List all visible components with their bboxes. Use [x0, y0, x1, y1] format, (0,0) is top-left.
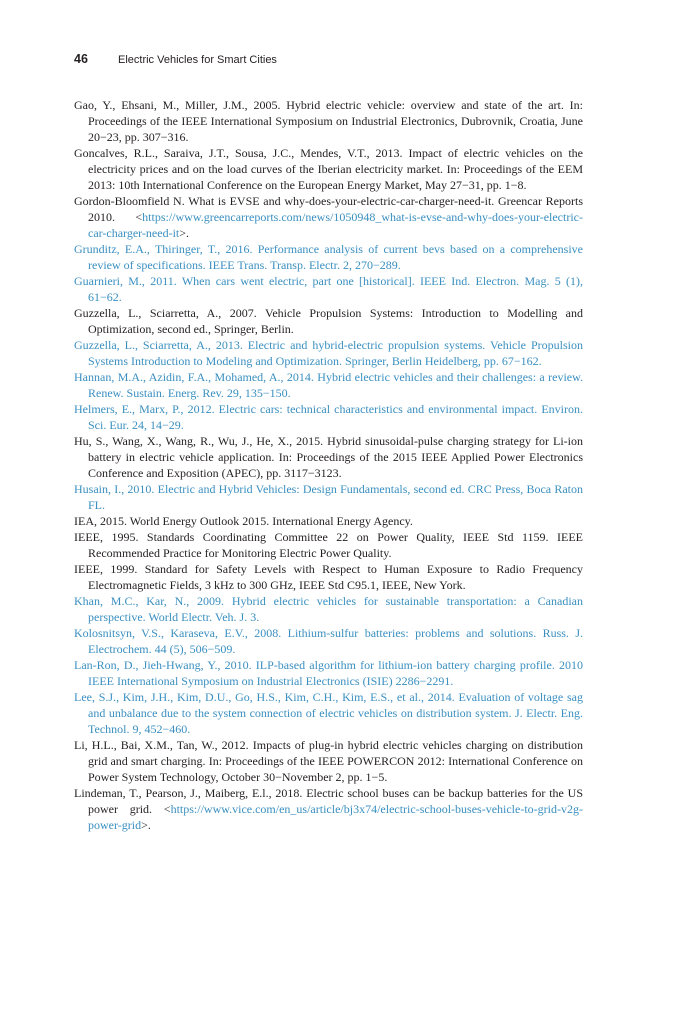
reference-item: Goncalves, R.L., Saraiva, J.T., Sousa, J.C., Mendes, V.T., 2013. Impact of electric vehicles on the electricity prices and on the load curves of the Iberian electricity market. In: Proceedings of the EEM 2013: 10th International Conference on the European Energy Market, May 27−31, pp. 1−8.: [74, 146, 583, 192]
reference-list: [74, 97, 583, 833]
reference-item-link[interactable]: Grunditz, E.A., Thiringer, T., 2016. Performance analysis of current bevs based on a comprehensive review of specifications. IEEE Trans. Transp. Electr. 2, 270−289.: [74, 242, 583, 272]
reference-item: Gao, Y., Ehsani, M., Miller, J.M., 2005. Hybrid electric vehicle: overview and state of the art. In: Proceedings of the IEEE International Symposium on Industrial Electronics, Dubrovnik, Croatia, June 20−23, pp. 307−316.: [74, 98, 583, 144]
reference-item: Lindeman, T., Pearson, J., Maiberg, E.l., 2018. Electric school buses can be backup batteries for the US power grid. <https://www.vice.com/en_us/article/bj3x74/electric-school-buses-vehicle-to-grid-v2g-power-grid>.: [74, 786, 583, 832]
running-head: Electric Vehicles for Smart Cities: [118, 54, 277, 66]
reference-item: Li, H.L., Bai, X.M., Tan, W., 2012. Impacts of plug-in hybrid electric vehicles charging on distribution grid and smart charging. In: Proceedings of the IEEE POWERCON 2012: International Conference on Power System Technology, October 30−November 2, pp. 1−5.: [74, 738, 583, 784]
reference-item-link[interactable]: Guarnieri, M., 2011. When cars went electric, part one [historical]. IEEE Ind. Electron. Mag. 5 (1), 61−62.: [74, 274, 583, 304]
page-number: 46: [74, 52, 88, 66]
reference-item: IEA, 2015. World Energy Outlook 2015. International Energy Agency.: [74, 514, 413, 528]
reference-item-link[interactable]: Guzzella, L., Sciarretta, A., 2013. Electric and hybrid-electric propulsion systems. Vehicle Propulsion Systems Introduction to Modeling and Optimization. Springer, Berlin Heidelberg, pp. 67−162.: [74, 338, 583, 368]
reference-item: Hu, S., Wang, X., Wang, R., Wu, J., He, X., 2015. Hybrid sinusoidal-pulse charging strategy for Li-ion battery in electric vehicle application. In: Proceedings of the 2015 IEEE Applied Power Electronics Conference and Exposition (APEC), pp. 3117−3123.: [74, 434, 583, 480]
reference-item-link[interactable]: Lee, S.J., Kim, J.H., Kim, D.U., Go, H.S., Kim, C.H., Kim, E.S., et al., 2014. Evaluation of voltage sag and unbalance due to the system connection of electric vehicles on distribution system. J. Electr. Eng. Technol. 9, 452−460.: [74, 690, 583, 736]
reference-item: Gordon-Bloomfield N. What is EVSE and why-does-your-electric-car-charger-need-it. Greencar Reports 2010. <https://www.greencarreports.com/news/1050948_what-is-evse-and-why-does-your-electric-car-charger-need-it>.: [74, 194, 583, 240]
reference-item: IEEE, 1995. Standards Coordinating Committee 22 on Power Quality, IEEE Std 1159. IEEE Recommended Practice for Monitoring Electric Power Quality.: [74, 530, 583, 560]
reference-item-link[interactable]: Lan-Ron, D., Jieh-Hwang, Y., 2010. ILP-based algorithm for lithium-ion battery charging profile. 2010 IEEE International Symposium on Industrial Electronics (ISIE) 2286−2291.: [74, 658, 583, 688]
reference-item: IEEE, 1999. Standard for Safety Levels with Respect to Human Exposure to Radio Frequency Electromagnetic Fields, 3 kHz to 300 GHz, IEEE Std C95.1, IEEE, New York.: [74, 562, 583, 592]
reference-item: Guzzella, L., Sciarretta, A., 2007. Vehicle Propulsion Systems: Introduction to Modelling and Optimization, second ed., Springer, Berlin.: [74, 306, 583, 336]
page-header: [74, 52, 277, 68]
reference-url-link[interactable]: https://www.vice.com/en_us/article/bj3x74/electric-school-buses-vehicle-to-grid-v2g-power-grid: [88, 802, 583, 832]
reference-item-link[interactable]: Hannan, M.A., Azidin, F.A., Mohamed, A., 2014. Hybrid electric vehicles and their challenges: a review. Renew. Sustain. Energ. Rev. 29, 135−150.: [74, 370, 583, 400]
reference-item-link[interactable]: Khan, M.C., Kar, N., 2009. Hybrid electric vehicles for sustainable transportation: a Canadian perspective. World Electr. Veh. J. 3.: [74, 594, 583, 624]
reference-url-link[interactable]: https://www.greencarreports.com/news/1050948_what-is-evse-and-why-does-your-electric-car-charger-need-it: [88, 210, 583, 240]
reference-item-link[interactable]: Helmers, E., Marx, P., 2012. Electric cars: technical characteristics and environmental impact. Environ. Sci. Eur. 24, 14−29.: [74, 402, 583, 432]
reference-item-link[interactable]: Husain, I., 2010. Electric and Hybrid Vehicles: Design Fundamentals, second ed. CRC Press, Boca Raton FL.: [74, 482, 583, 512]
reference-item-link[interactable]: Kolosnitsyn, V.S., Karaseva, E.V., 2008. Lithium-sulfur batteries: problems and solutions. Russ. J. Electrochem. 44 (5), 506−509.: [74, 626, 583, 656]
